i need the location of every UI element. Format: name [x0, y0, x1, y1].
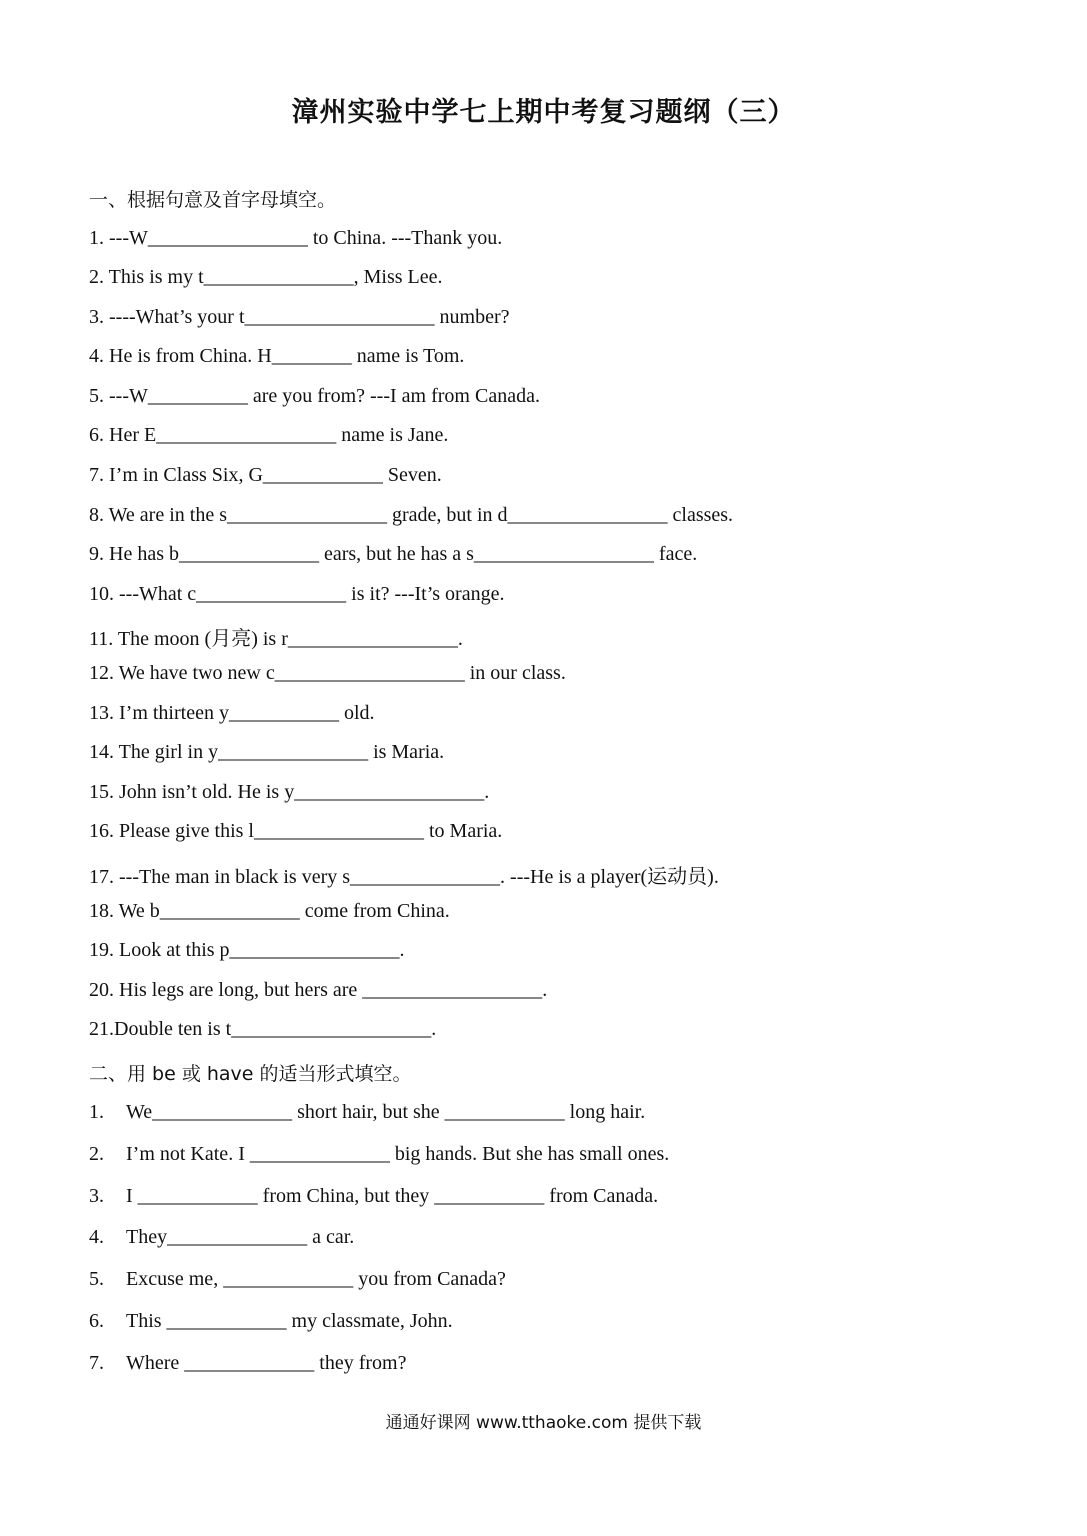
question-20: 20. His legs are long, but hers are __________________.	[89, 979, 548, 1001]
question-17: 17. ---The man in black is very s_______________. ---He is a player(运动员).	[89, 866, 719, 888]
question-19: 19. Look at this p_________________.	[89, 939, 405, 961]
question-text: We______________ short hair, but she ____________ long hair.	[126, 1101, 646, 1123]
question-18: 18. We b______________ come from China.	[89, 900, 450, 922]
question-text: Where _____________ they from?	[126, 1352, 407, 1374]
be-have-question-4	[89, 1226, 354, 1249]
question-15: 15. John isn’t old. He is y___________________.	[89, 781, 490, 803]
question-13: 13. I’m thirteen y___________ old.	[89, 702, 375, 724]
question-12: 12. We have two new c___________________ in our class.	[89, 662, 566, 684]
question-text: This ____________ my classmate, John.	[126, 1310, 453, 1332]
question-number: 2.	[89, 1143, 104, 1165]
question-number: 7.	[89, 1352, 104, 1374]
question-text: I’m not Kate. I ______________ big hands. But she has small ones.	[126, 1143, 670, 1165]
question-4: 4. He is from China. H________ name is Tom.	[89, 345, 465, 367]
be-have-question-1	[89, 1101, 645, 1124]
question-2: 2. This is my t_______________, Miss Lee.	[89, 266, 443, 288]
question-7: 7. I’m in Class Six, G____________ Seven.	[89, 464, 442, 486]
be-have-question-5	[89, 1268, 506, 1291]
question-3: 3. ----What’s your t___________________ number?	[89, 306, 510, 328]
question-10: 10. ---What c_______________ is it? ---It’s orange.	[89, 583, 505, 605]
question-9: 9. He has b______________ ears, but he has a s__________________ face.	[89, 543, 698, 565]
question-8: 8. We are in the s________________ grade, but in d________________ classes.	[89, 504, 734, 526]
section2-heading: 二、用 be 或 have 的适当形式填空。	[89, 1063, 412, 1085]
question-14: 14. The girl in y_______________ is Maria.	[89, 741, 445, 763]
question-number: 4.	[89, 1226, 104, 1248]
footer-source: 通通好课网 www.tthaoke.com 提供下载	[385, 1413, 702, 1433]
question-number: 3.	[89, 1185, 104, 1207]
be-have-question-7	[89, 1352, 406, 1375]
question-1: 1. ---W________________ to China. ---Thank you.	[89, 227, 503, 249]
question-number: 1.	[89, 1101, 104, 1123]
be-have-question-3	[89, 1185, 658, 1208]
question-number: 6.	[89, 1310, 104, 1332]
question-6: 6. Her E__________________ name is Jane.	[89, 424, 449, 446]
be-have-question-2	[89, 1143, 669, 1166]
question-5: 5. ---W__________ are you from? ---I am from Canada.	[89, 385, 540, 407]
section1-heading: 一、根据句意及首字母填空。	[89, 189, 337, 211]
be-have-question-6	[89, 1310, 453, 1333]
page-title: 漳州实验中学七上期中考复习题纲（三）	[291, 97, 796, 128]
question-number: 5.	[89, 1268, 104, 1290]
question-16: 16. Please give this l_________________ to Maria.	[89, 820, 503, 842]
question-text: Excuse me, _____________ you from Canada?	[126, 1268, 506, 1290]
question-text: They______________ a car.	[126, 1226, 355, 1248]
question-21: 21.Double ten is t____________________.	[89, 1018, 437, 1040]
question-text: I ____________ from China, but they ___________ from Canada.	[126, 1185, 659, 1207]
question-11: 11. The moon (月亮) is r_________________.	[89, 628, 463, 650]
